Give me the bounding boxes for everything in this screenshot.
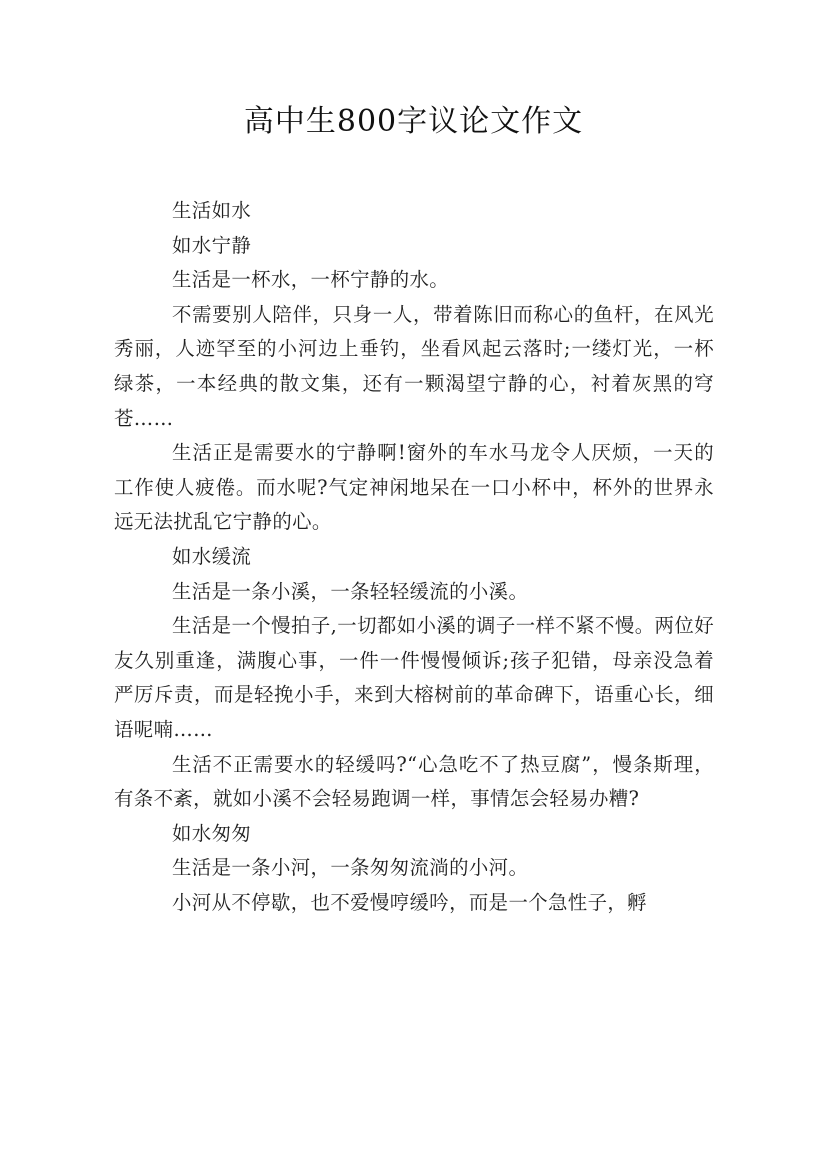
subsection-heading: 如水宁静 (172, 233, 252, 257)
section-heading: 生活如水 (172, 199, 252, 222)
document-body (114, 194, 714, 920)
paragraph: 生活是一条小河，一条匆匆流淌的小河。 (172, 856, 529, 880)
paragraph: 生活不正需要水的轻缓吗?“心急吃不了热豆腐”，慢条斯理，有条不紊，就如小溪不会轻易跑调一样，事情怎会轻易办糟? (114, 752, 714, 811)
subsection-heading: 如水匆匆 (172, 821, 252, 845)
paragraph: 生活是一个慢拍子,一切都如小溪的调子一样不紧不慢。两位好友久别重逢，满腹心事，一件一件慢慢倾诉;孩子犯错，母亲没急着严厉斥责，而是轻挽小手，来到大榕树前的革命碑下，语重心长，细语呢喃…… (114, 614, 714, 741)
paragraph: 小河从不停歇，也不爱慢哼缓吟，而是一个急性子，孵 (172, 890, 647, 914)
paragraph: 不需要别人陪伴，只身一人，带着陈旧而称心的鱼杆，在风光秀丽，人迹罕至的小河边上垂钓，坐看风起云落时;一缕灯光，一杯绿茶，一本经典的散文集，还有一颗渴望宁静的心，衬着灰黑的穹苍…… (114, 302, 714, 430)
paragraph: 生活是一杯水，一杯宁静的水。 (172, 268, 450, 292)
paragraph: 生活正是需要水的宁静啊!窗外的车水马龙令人厌烦，一天的工作使人疲倦。而水呢?气定神闲地呆在一口小杯中，杯外的世界永远无法扰乱它宁静的心。 (114, 441, 714, 534)
subsection-heading: 如水缓流 (172, 544, 252, 568)
document-title: 高中生800字议论文作文 (243, 104, 584, 139)
paragraph: 生活是一条小溪，一条轻轻缓流的小溪。 (172, 579, 529, 603)
